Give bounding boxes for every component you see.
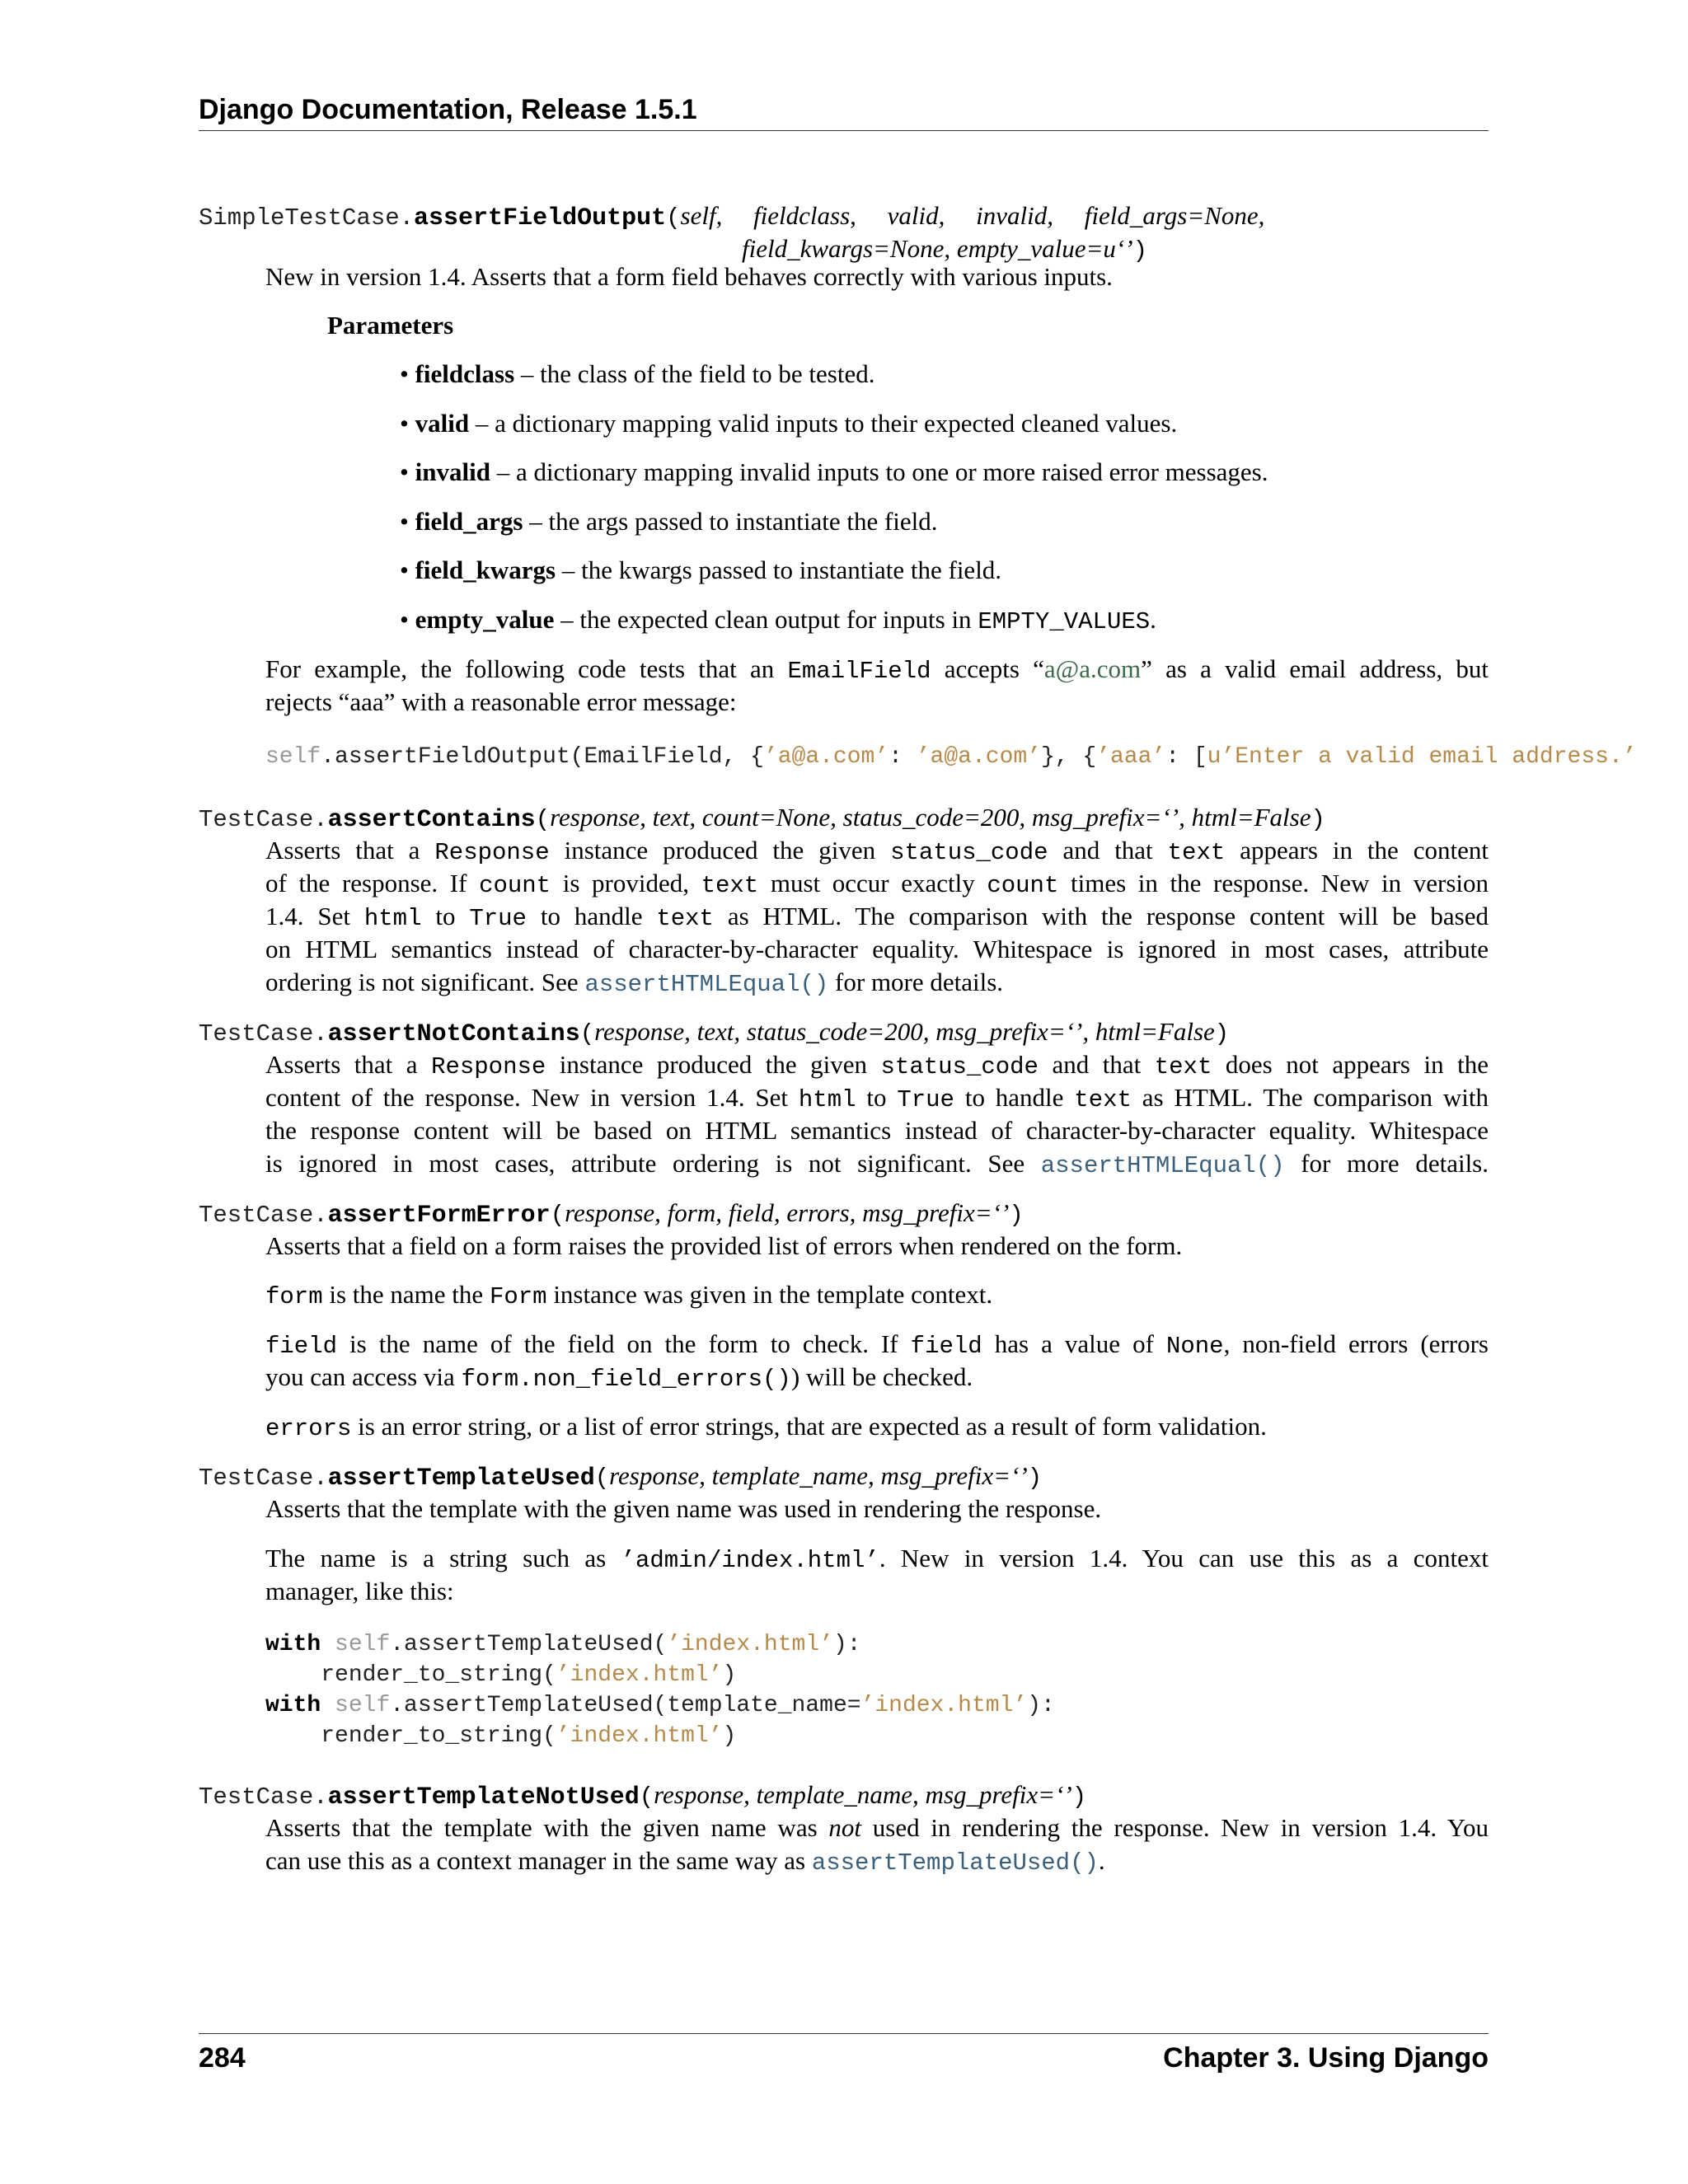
header-rule [199,130,1489,131]
chapter-title: Chapter 3. Using Django [1163,2042,1489,2074]
form-error-p4: errors is an error string, or a list of error strings, that are expected as a result of form validation. [265,1412,1267,1442]
method-name: assertTemplateNotUsed [327,1783,640,1811]
method-name: assertContains [327,806,536,834]
template-used-p2-cont: manager, like this: [265,1577,454,1605]
not-contains-signature: TestCase.assertNotContains(response, text, status_code=200, msg_prefix=‘’, html=False) [199,1017,1230,1048]
contains-line: of the response. If count is provided, text must occur exactly count times in the response. New in version [265,869,1489,899]
assert-template-used-link[interactable]: assertTemplateUsed() [811,1849,1099,1877]
contains-line: on HTML semantics instead of character-by-character equality. Whitespace is ignored in most cases, attribute [265,935,1489,963]
param-item: • empty_value – the expected clean output for inputs in EMPTY_VALUES. [400,605,1156,635]
method-name: assertTemplateUsed [327,1465,595,1493]
field-output-signature: SimpleTestCase.assertFieldOutput(self, fieldclass, valid, invalid, field_args=None, [199,201,1265,232]
contains-line: ordering is not significant. See assertHTMLEqual() for more details. [265,968,1004,998]
param-item: • valid – a dictionary mapping valid inputs to their expected cleaned values. [400,409,1178,438]
page-number: 284 [199,2042,246,2074]
example-paragraph: For example, the following code tests that an EmailField accepts “a@a.com” as a valid email address, but [265,654,1489,685]
field-output-signature-cont: field_kwargs=None, empty_value=u‘’) [742,234,1147,265]
params-heading: Parameters [327,311,454,340]
template-not-used-line: can use this as a context manager in the same way as assertTemplateUsed(). [265,1846,1105,1877]
field-output-desc: New in version 1.4. Asserts that a form field behaves correctly with various inputs. [265,262,1113,291]
template-used-p2: The name is a string such as ’admin/index.html’. New in version 1.4. You can use this as a context [265,1544,1489,1574]
assert-html-equal-link[interactable]: assertHTMLEqual() [584,971,829,998]
template-used-p1: Asserts that the template with the given name was used in rendering the response. [265,1494,1102,1523]
form-error-signature: TestCase.assertFormError(response, form, field, errors, msg_prefix=‘’) [199,1198,1024,1230]
not-contains-line: the response content will be based on HTML semantics instead of character-by-character equality. Whitespace [265,1116,1489,1145]
code-example-template-used: with self.assertTemplateUsed(’index.html’): render_to_string(’index.html’) with self.assertTemplateUsed(template_name=’index.html’): render_to_string(’index.html’) [265,1632,1055,1749]
email-link[interactable]: a@a.com [1043,654,1142,683]
example-paragraph-cont: rejects “aaa” with a reasonable error message: [265,687,737,716]
footer-rule [199,2033,1489,2034]
param-item: • field_args – the args passed to instantiate the field. [400,507,938,536]
not-contains-line: content of the response. New in version 1.4. Set html to True to handle text as HTML. The comparison with [265,1083,1489,1113]
code-example-field-output: self.assertFieldOutput(EmailField, {’a@a.com’: ’a@a.com’}, {’aaa’: [u’Enter a valid email address.’ [265,744,1637,770]
form-error-p3: field is the name of the field on the form to check. If field has a value of None, non-field errors (errors [265,1329,1489,1360]
assert-html-equal-link[interactable]: assertHTMLEqual() [1040,1152,1285,1179]
template-used-signature: TestCase.assertTemplateUsed(response, template_name, msg_prefix=‘’) [199,1461,1043,1493]
method-name: assertFieldOutput [414,204,667,232]
template-not-used-line: Asserts that the template with the given name was not used in rendering the response. New in version 1.4. You [265,1813,1489,1842]
method-name: assertFormError [327,1202,551,1230]
param-item: • fieldclass – the class of the field to be tested. [400,359,875,388]
form-error-p3-cont: you can access via form.non_field_errors()) will be checked. [265,1362,973,1393]
not-contains-line: Asserts that a Response instance produced the given status_code and that text does not appears in the [265,1050,1489,1080]
not-contains-line: is ignored in most cases, attribute ordering is not significant. See assertHTMLEqual() for more details. [265,1149,1489,1179]
contains-signature: TestCase.assertContains(response, text, count=None, status_code=200, msg_prefix=‘’, html=False) [199,803,1325,834]
method-name: assertNotContains [327,1020,580,1048]
running-header: Django Documentation, Release 1.5.1 [199,94,697,125]
form-error-p1: Asserts that a field on a form raises the provided list of errors when rendered on the form. [265,1231,1183,1260]
template-not-used-signature: TestCase.assertTemplateNotUsed(response, template_name, msg_prefix=‘’) [199,1780,1087,1811]
param-item: • invalid – a dictionary mapping invalid inputs to one or more raised error messages. [400,457,1268,486]
form-error-p2: form is the name the Form instance was given in the template context. [265,1280,993,1310]
contains-line: Asserts that a Response instance produced the given status_code and that text appears in the content [265,836,1489,866]
param-item: • field_kwargs – the kwargs passed to instantiate the field. [400,555,1002,584]
contains-line: 1.4. Set html to True to handle text as HTML. The comparison with the response content will be based [265,902,1489,932]
